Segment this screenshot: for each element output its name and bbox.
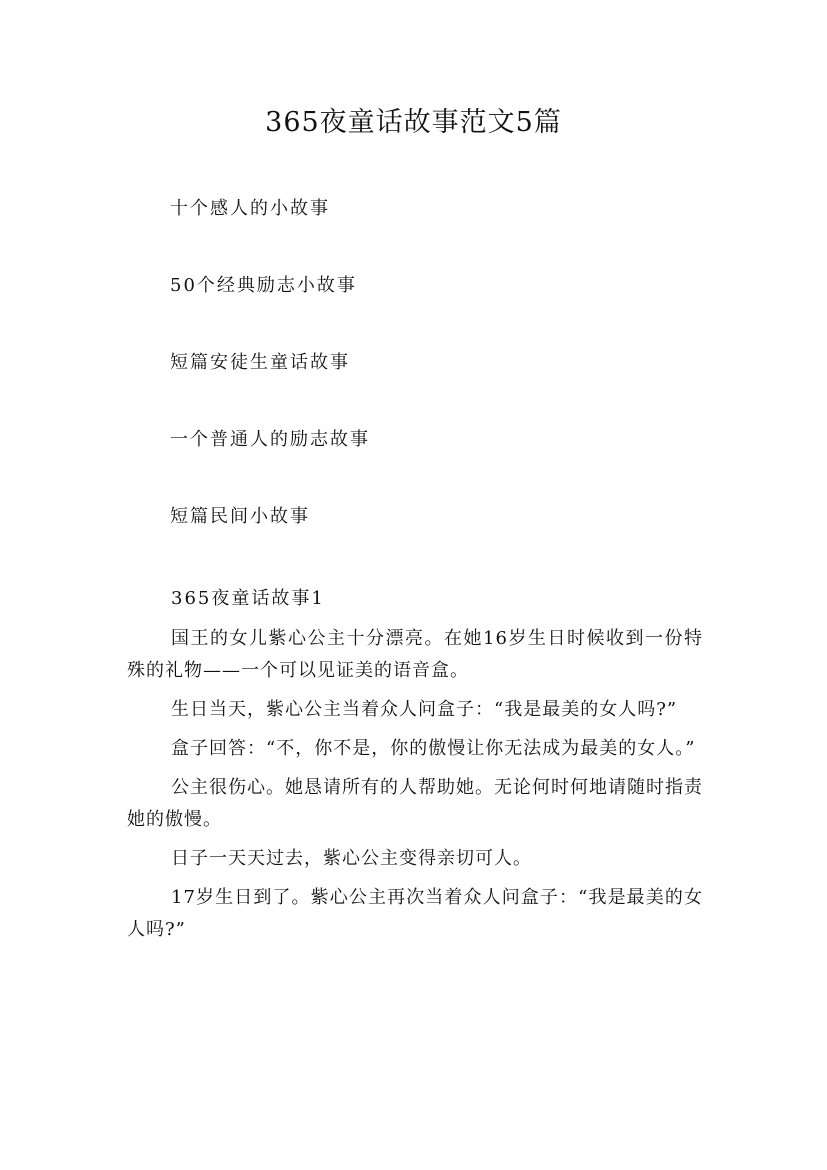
story-paragraph: 公主很伤心。她恳请所有的人帮助她。无论何时何地请随时指责她的傲慢。	[127, 777, 703, 830]
document-title: 365夜童话故事范文5篇	[265, 107, 562, 138]
story-heading: 365夜童话故事1	[171, 588, 325, 609]
story-list-item: 一个普通人的励志故事	[170, 429, 370, 450]
story-paragraph: 国王的女儿紫心公主十分漂亮。在她16岁生日时候收到一份特殊的礼物——一个可以见证美的语音盒。	[127, 628, 703, 681]
story-list	[170, 196, 370, 581]
story-paragraph: 生日当天，紫心公主当着众人问盒子：“我是最美的女人吗?”	[171, 699, 678, 720]
story-list-item: 短篇民间小故事	[170, 506, 310, 527]
story-list-item: 短篇安徒生童话故事	[170, 352, 350, 373]
story-list-item: 50个经典励志小故事	[170, 275, 357, 296]
story-section	[127, 586, 703, 953]
story-list-item: 十个感人的小故事	[170, 198, 330, 219]
story-paragraph: 17岁生日到了。紫心公主再次当着众人问盒子：“我是最美的女人吗?”	[127, 887, 703, 940]
story-paragraph: 日子一天天过去，紫心公主变得亲切可人。	[171, 848, 532, 869]
story-paragraph: 盒子回答：“不，你不是，你的傲慢让你无法成为最美的女人。”	[171, 738, 696, 759]
